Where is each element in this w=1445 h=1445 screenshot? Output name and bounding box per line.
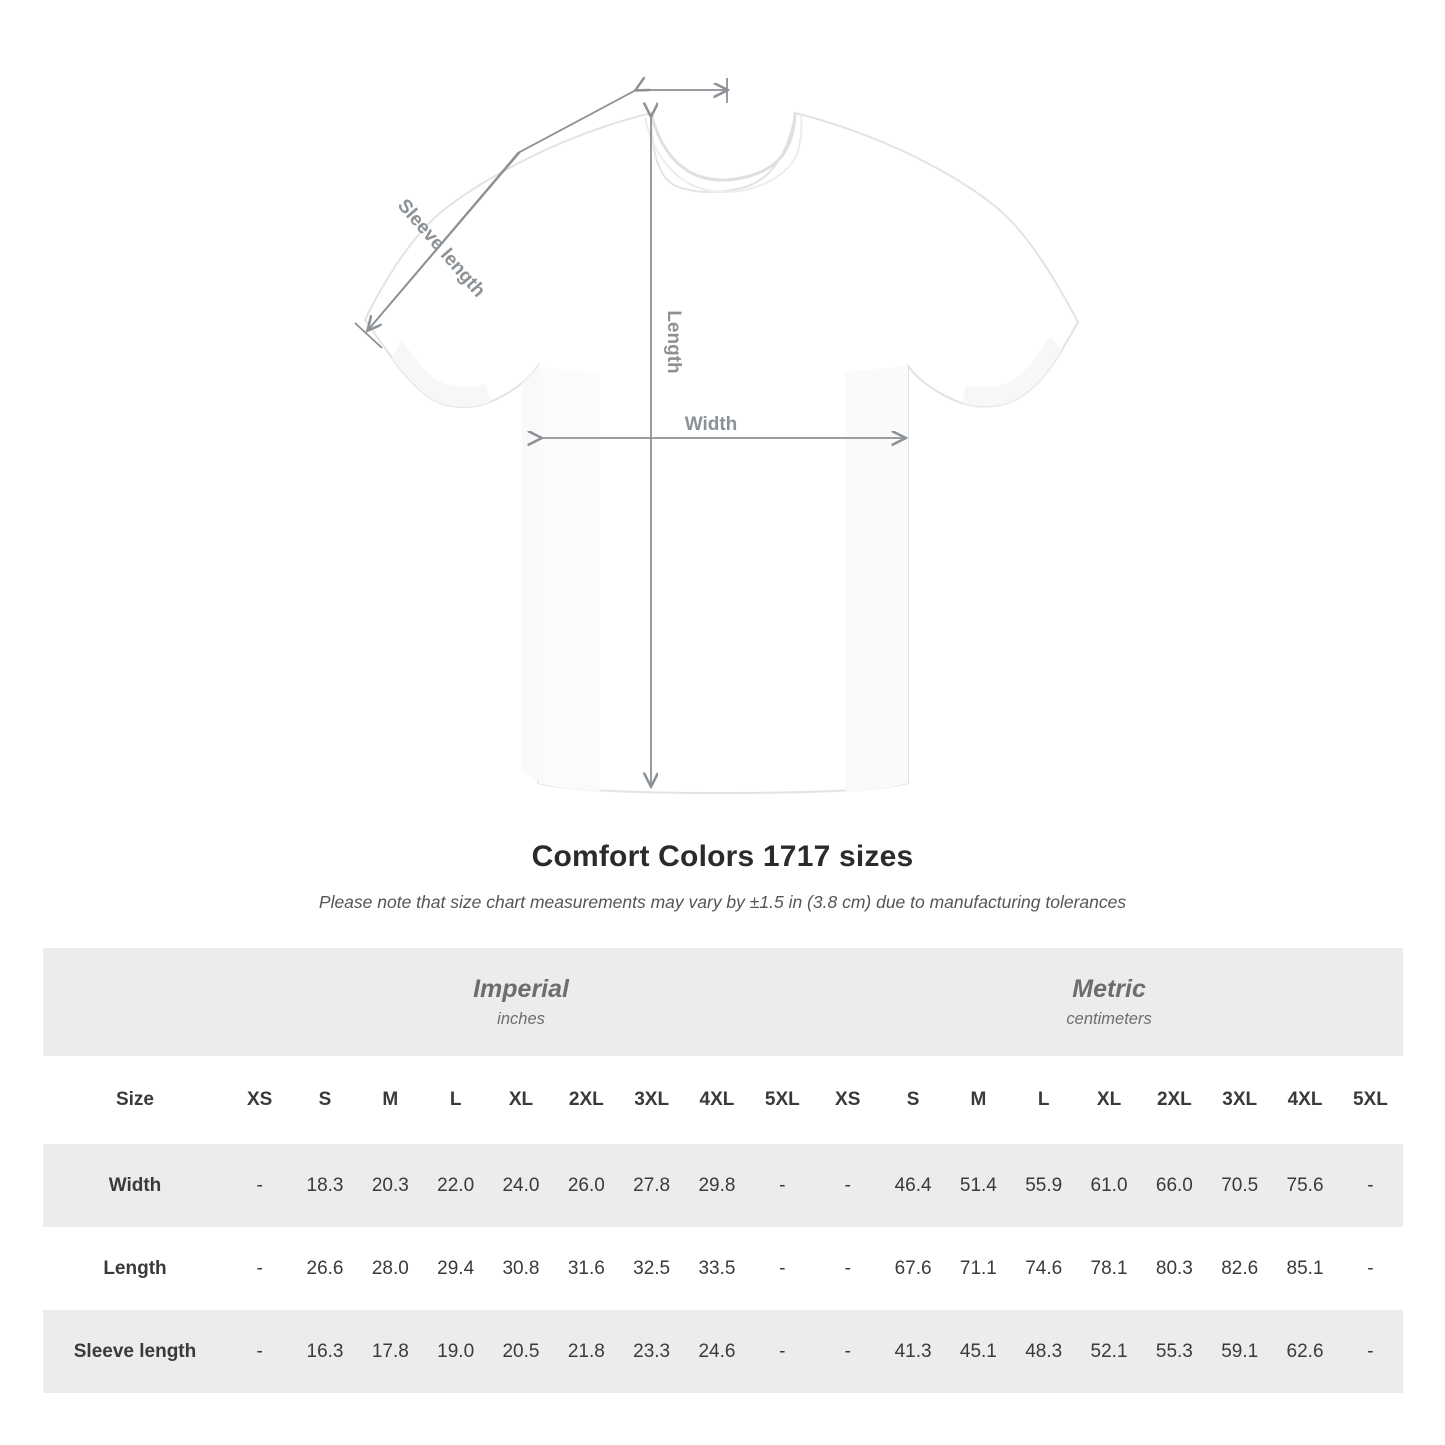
cell-width-imperial-4xl: 29.8 xyxy=(684,1144,749,1227)
cell-sleeve-imperial-m: 17.8 xyxy=(358,1310,423,1393)
cell-length-metric-m: 71.1 xyxy=(946,1227,1011,1310)
cell-width-metric-m: 51.4 xyxy=(946,1144,1011,1227)
cell-length-metric-5xl: - xyxy=(1338,1227,1403,1310)
unit-header-spacer xyxy=(43,948,227,1056)
title-block xyxy=(0,840,1445,913)
cell-sleeve-imperial-5xl: - xyxy=(750,1310,815,1393)
cell-sleeve-metric-4xl: 62.6 xyxy=(1272,1310,1337,1393)
size-header-metric-xs: XS xyxy=(815,1056,880,1144)
cell-length-metric-2xl: 80.3 xyxy=(1142,1227,1207,1310)
size-header-imperial-xl: XL xyxy=(488,1056,553,1144)
cell-sleeve-metric-l: 48.3 xyxy=(1011,1310,1076,1393)
cell-width-metric-l: 55.9 xyxy=(1011,1144,1076,1227)
cell-width-imperial-3xl: 27.8 xyxy=(619,1144,684,1227)
cell-length-metric-xs: - xyxy=(815,1227,880,1310)
cell-sleeve-imperial-4xl: 24.6 xyxy=(684,1310,749,1393)
cell-length-imperial-m: 28.0 xyxy=(358,1227,423,1310)
cell-length-metric-xl: 78.1 xyxy=(1076,1227,1141,1310)
page-title: Comfort Colors 1717 sizes xyxy=(531,840,914,873)
size-header-metric-l: L xyxy=(1011,1056,1076,1144)
unit-group-metric-sub: centimeters xyxy=(1066,1009,1152,1028)
size-table xyxy=(43,948,1403,1393)
unit-group-imperial xyxy=(227,948,815,1056)
row-label-width: Width xyxy=(43,1144,227,1227)
cell-length-metric-3xl: 82.6 xyxy=(1207,1227,1272,1310)
cell-width-imperial-xs: - xyxy=(227,1144,292,1227)
cell-sleeve-metric-m: 45.1 xyxy=(946,1310,1011,1393)
cell-sleeve-imperial-l: 19.0 xyxy=(423,1310,488,1393)
unit-group-metric-name: Metric xyxy=(1072,975,1146,1004)
cell-length-imperial-xl: 30.8 xyxy=(488,1227,553,1310)
size-header-metric-m: M xyxy=(946,1056,1011,1144)
cell-length-metric-l: 74.6 xyxy=(1011,1227,1076,1310)
cell-sleeve-metric-s: 41.3 xyxy=(880,1310,945,1393)
cell-sleeve-metric-xs: - xyxy=(815,1310,880,1393)
cell-length-imperial-3xl: 32.5 xyxy=(619,1227,684,1310)
cell-width-metric-xl: 61.0 xyxy=(1076,1144,1141,1227)
cell-sleeve-imperial-3xl: 23.3 xyxy=(619,1310,684,1393)
size-header-metric-2xl: 2XL xyxy=(1142,1056,1207,1144)
cell-sleeve-imperial-s: 16.3 xyxy=(292,1310,357,1393)
cell-width-imperial-xl: 24.0 xyxy=(488,1144,553,1227)
size-header-imperial-5xl: 5XL xyxy=(750,1056,815,1144)
cell-length-metric-4xl: 85.1 xyxy=(1272,1227,1337,1310)
tshirt-shape xyxy=(365,113,1078,793)
cell-sleeve-imperial-xs: - xyxy=(227,1310,292,1393)
row-label-length: Length xyxy=(43,1227,227,1310)
cell-length-imperial-5xl: - xyxy=(750,1227,815,1310)
cell-sleeve-imperial-xl: 20.5 xyxy=(488,1310,553,1393)
cell-width-imperial-2xl: 26.0 xyxy=(554,1144,619,1227)
cell-width-metric-2xl: 66.0 xyxy=(1142,1144,1207,1227)
cell-length-imperial-4xl: 33.5 xyxy=(684,1227,749,1310)
column-header-row xyxy=(43,1056,1403,1144)
cell-width-imperial-5xl: - xyxy=(750,1144,815,1227)
cell-sleeve-metric-2xl: 55.3 xyxy=(1142,1310,1207,1393)
unit-group-imperial-name: Imperial xyxy=(473,975,569,1004)
table-row xyxy=(43,1144,1403,1227)
cell-width-metric-xs: - xyxy=(815,1144,880,1227)
size-header-imperial-m: M xyxy=(358,1056,423,1144)
size-header-metric-s: S xyxy=(880,1056,945,1144)
cell-width-metric-4xl: 75.6 xyxy=(1272,1144,1337,1227)
cell-sleeve-metric-3xl: 59.1 xyxy=(1207,1310,1272,1393)
size-header-imperial-3xl: 3XL xyxy=(619,1056,684,1144)
cell-width-metric-3xl: 70.5 xyxy=(1207,1144,1272,1227)
size-header-metric-3xl: 3XL xyxy=(1207,1056,1272,1144)
cell-width-imperial-m: 20.3 xyxy=(358,1144,423,1227)
width-label: Width xyxy=(684,414,738,435)
cell-width-metric-5xl: - xyxy=(1338,1144,1403,1227)
row-label-sleeve-length: Sleeve length xyxy=(43,1310,227,1393)
size-header-metric-4xl: 4XL xyxy=(1272,1056,1337,1144)
unit-group-imperial-sub: inches xyxy=(497,1009,545,1028)
cell-length-imperial-2xl: 31.6 xyxy=(554,1227,619,1310)
cell-width-imperial-s: 18.3 xyxy=(292,1144,357,1227)
length-label: Length xyxy=(663,310,684,374)
size-header-metric-xl: XL xyxy=(1076,1056,1141,1144)
cell-width-imperial-l: 22.0 xyxy=(423,1144,488,1227)
cell-length-imperial-s: 26.6 xyxy=(292,1227,357,1310)
cell-length-imperial-xs: - xyxy=(227,1227,292,1310)
cell-sleeve-metric-xl: 52.1 xyxy=(1076,1310,1141,1393)
cell-length-imperial-l: 29.4 xyxy=(423,1227,488,1310)
table-row xyxy=(43,1310,1403,1393)
size-table-wrapper xyxy=(43,948,1403,1393)
measurement-note: Please note that size chart measurements may vary by ±1.5 in (3.8 cm) due to manufacturing tolerances xyxy=(318,892,1127,912)
cell-sleeve-imperial-2xl: 21.8 xyxy=(554,1310,619,1393)
unit-header-row xyxy=(43,948,1403,1056)
size-header-imperial-4xl: 4XL xyxy=(684,1056,749,1144)
cell-length-metric-s: 67.6 xyxy=(880,1227,945,1310)
size-header-imperial-l: L xyxy=(423,1056,488,1144)
size-column-header: Size xyxy=(43,1056,227,1144)
size-header-metric-5xl: 5XL xyxy=(1338,1056,1403,1144)
unit-group-metric xyxy=(815,948,1403,1056)
size-header-imperial-2xl: 2XL xyxy=(554,1056,619,1144)
size-header-imperial-xs: XS xyxy=(227,1056,292,1144)
table-row xyxy=(43,1227,1403,1310)
size-header-imperial-s: S xyxy=(292,1056,357,1144)
cell-sleeve-metric-5xl: - xyxy=(1338,1310,1403,1393)
sleeve-length-label: Sleeve length xyxy=(393,195,490,302)
cell-width-metric-s: 46.4 xyxy=(880,1144,945,1227)
